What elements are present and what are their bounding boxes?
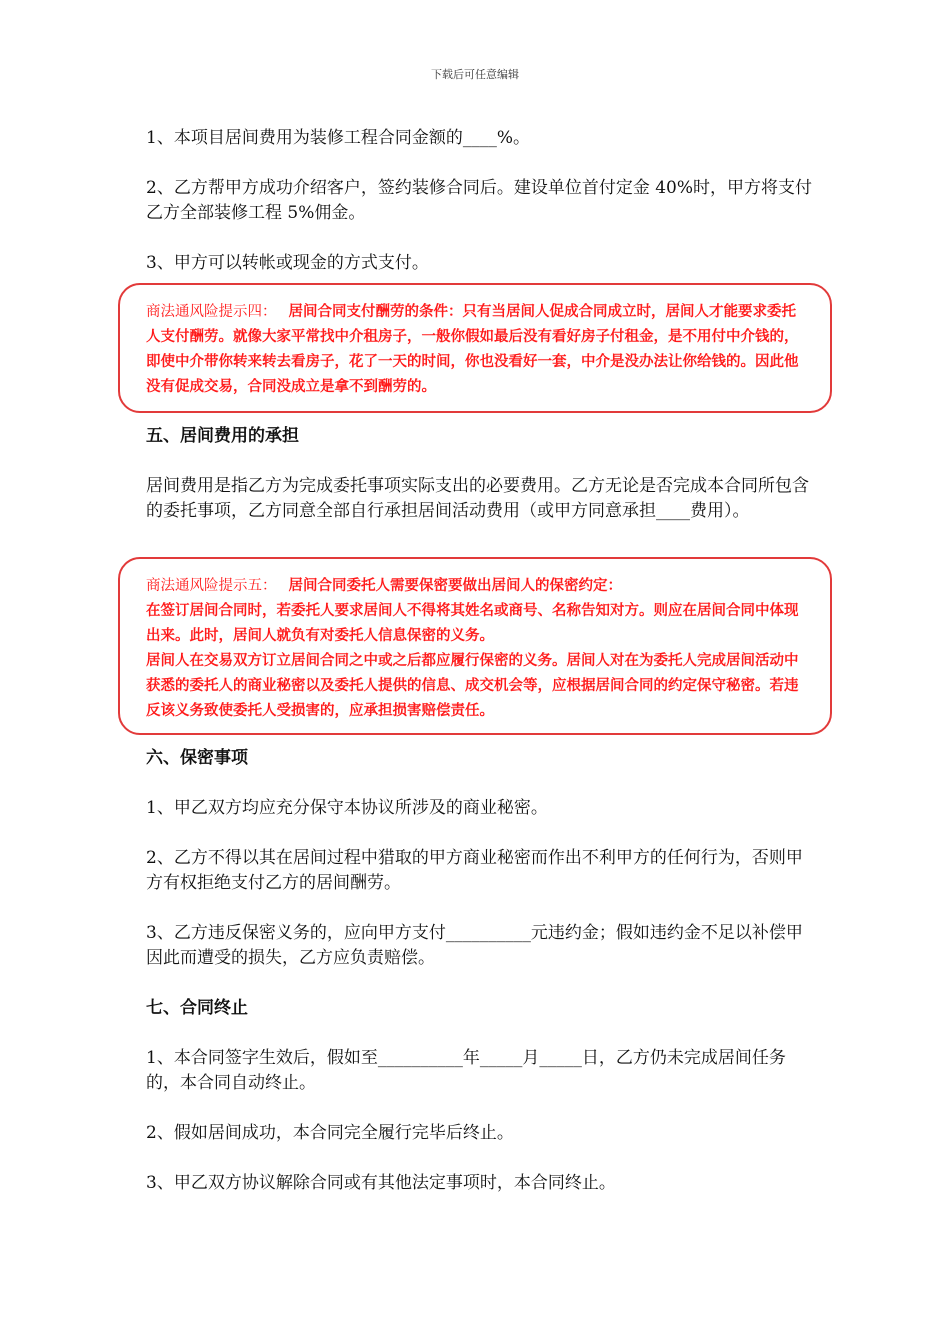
risk-notice-4 bbox=[118, 283, 832, 413]
risk-notice-5-title: 居间合同委托人需要保密要做出居间人的保密约定： bbox=[288, 578, 622, 594]
risk-notice-5 bbox=[118, 557, 832, 735]
section-5-heading: 五、居间费用的承担 bbox=[146, 426, 299, 446]
risk-notice-5-paragraph-1: 在签订居间合同时，若委托人要求居间人不得将其姓名或商号、名称告知对方。则应在居间合同中体现出来。此时，居间人就负有对委托人信息保密的义务。 bbox=[146, 603, 799, 644]
confidentiality-clause-3: 3、乙方违反保密义务的，应向甲方支付__________元违约金；假如违约金不足以补偿甲因此而遭受的损失，乙方应负责赔偿。 bbox=[146, 923, 803, 968]
termination-clause-3: 3、甲乙双方协议解除合同或有其他法定事项时，本合同终止。 bbox=[146, 1173, 616, 1193]
fee-clause-1: 1、本项目居间费用为装修工程合同金额的____%。 bbox=[146, 128, 530, 148]
risk-notice-5-title-line bbox=[146, 574, 804, 599]
risk-notice-4-text bbox=[146, 300, 804, 400]
section-7-heading: 七、合同终止 bbox=[146, 998, 248, 1018]
confidentiality-clause-2: 2、乙方不得以其在居间过程中猎取的甲方商业秘密而作出不利甲方的任何行为，否则甲方有权拒绝支付乙方的居间酬劳。 bbox=[146, 848, 803, 893]
fee-clause-2: 2、乙方帮甲方成功介绍客户，签约装修合同后。建设单位首付定金 40%时，甲方将支付乙方全部装修工程 5%佣金。 bbox=[146, 178, 813, 223]
page-header: 下载后可任意编辑 bbox=[431, 68, 519, 81]
confidentiality-clause-1: 1、甲乙双方均应充分保守本协议所涉及的商业秘密。 bbox=[146, 798, 548, 818]
risk-notice-5-paragraph-2: 居间人在交易双方订立居间合同之中或之后都应履行保密的义务。居间人对在为委托人完成居间活动中获悉的委托人的商业秘密以及委托人提供的信息、成交机会等，应根据居间合同的约定保守秘密。若违反该义务致使委托人受损害的，应承担损害赔偿责任。 bbox=[146, 653, 799, 719]
risk-notice-4-body: 居间合同支付酬劳的条件：只有当居间人促成合同成立时，居间人才能要求委托人支付酬劳。就像大家平常找中介租房子，一般你假如最后没有看好房子付租金，是不用付中介钱的，即使中介带你转来转去看房子，花了一天的时间，你也没看好一套，中介是没办法让你给钱的。因此他没有促成交易，合同没成立是拿不到酬劳的。 bbox=[146, 304, 799, 395]
termination-clause-1: 1、本合同签字生效后，假如至__________年_____月_____日，乙方仍未完成居间任务的，本合同自动终止。 bbox=[146, 1048, 786, 1093]
risk-notice-4-label: 商法通风险提示四： bbox=[146, 304, 277, 320]
section-5-body: 居间费用是指乙方为完成委托事项实际支出的必要费用。乙方无论是否完成本合同所包含的委托事项，乙方同意全部自行承担居间活动费用（或甲方同意承担____费用）。 bbox=[146, 476, 809, 521]
risk-notice-5-label: 商法通风险提示五： bbox=[146, 578, 277, 594]
termination-clause-2: 2、假如居间成功，本合同完全履行完毕后终止。 bbox=[146, 1123, 514, 1143]
fee-clause-3: 3、甲方可以转帐或现金的方式支付。 bbox=[146, 253, 429, 273]
section-6-heading: 六、保密事项 bbox=[146, 748, 248, 768]
